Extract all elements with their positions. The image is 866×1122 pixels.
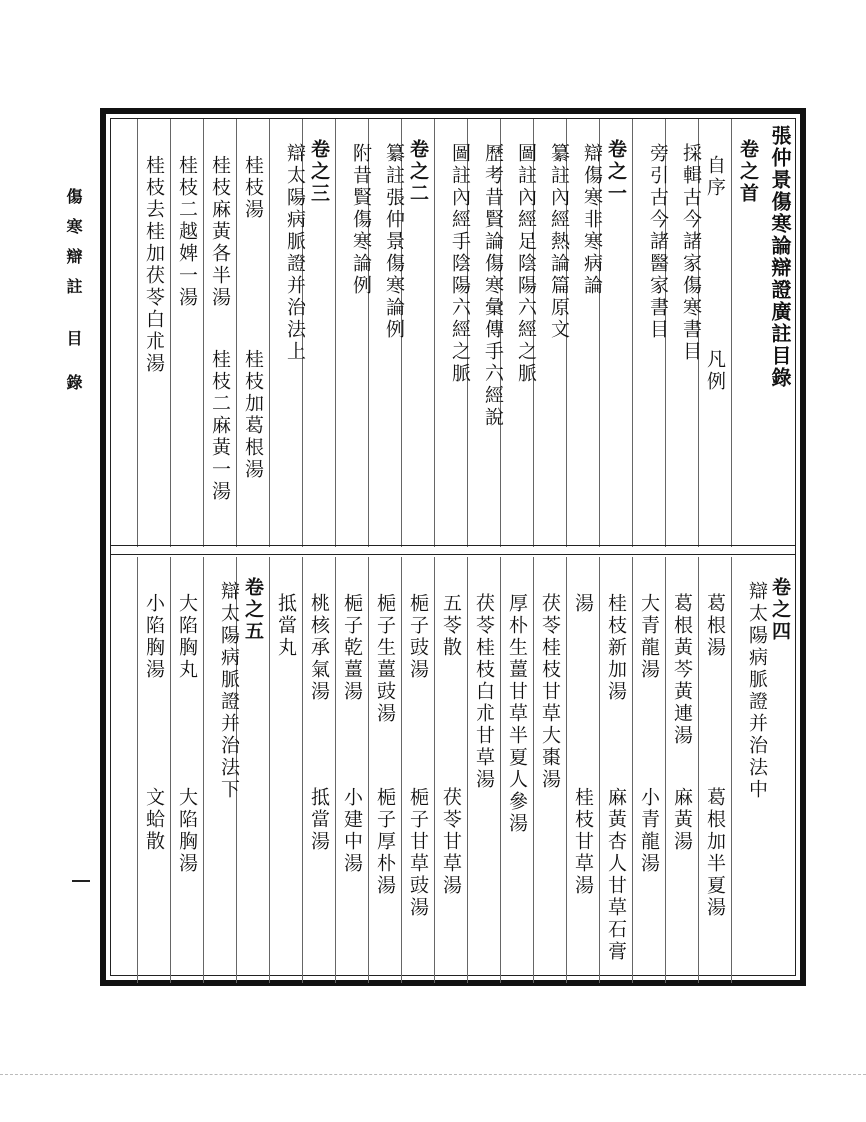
formula-entry: 梔子乾薑湯 — [341, 593, 363, 703]
toc-column — [335, 119, 372, 547]
toc-column — [764, 557, 797, 983]
volume-heading: 卷之三 — [308, 139, 330, 205]
section-entry: 纂註張仲景傷寒論例 — [383, 143, 405, 341]
formula-entry: 茯苓桂枝白朮甘草湯 — [473, 593, 495, 791]
toc-column — [335, 557, 369, 983]
volume-heading: 卷之一 — [605, 139, 627, 205]
formula-entry: 桂枝甘草湯 — [572, 787, 594, 897]
toc-column — [632, 119, 669, 547]
toc-column — [203, 557, 240, 983]
section-entry: 圖註內經足陰陽六經之脈 — [515, 143, 537, 385]
formula-entry: 麻黃杏人甘草石膏 — [605, 787, 627, 963]
formula-entry: 葛根湯 — [704, 593, 726, 659]
toc-column — [170, 557, 204, 983]
formula-entry: 桂枝二越婢一湯 — [176, 155, 198, 309]
toc-column — [731, 119, 765, 547]
toc-column — [137, 557, 171, 983]
toc-column — [302, 557, 336, 983]
formula-entry: 大青龍湯 — [638, 593, 660, 681]
volume-heading: 卷之首 — [737, 139, 759, 205]
toc-column — [434, 557, 468, 983]
upper-register — [111, 119, 795, 547]
formula-entry: 梔子甘草豉湯 — [407, 787, 429, 919]
toc-column — [533, 119, 570, 547]
toc-column — [665, 119, 702, 547]
formula-entry: 文蛤散 — [143, 787, 165, 853]
formula-entry: 梔子厚朴湯 — [374, 787, 396, 897]
formula-entry: 桂枝去桂加茯苓白朮湯 — [143, 155, 165, 375]
toc-column — [269, 557, 303, 983]
lower-register — [111, 557, 795, 983]
toc-column — [368, 557, 402, 983]
toc-main-title: 張仲景傷寒論辯證廣註目錄 — [768, 125, 792, 389]
toc-column — [401, 119, 435, 547]
toc-column — [236, 119, 270, 547]
section-entry: 纂註內經熱論篇原文 — [548, 143, 570, 341]
toc-column — [698, 119, 732, 547]
formula-entry: 小青龍湯 — [638, 787, 660, 875]
formula-entry: 大陷胸丸 — [176, 593, 198, 681]
volume-heading: 卷之五 — [242, 577, 264, 643]
inner-frame — [110, 118, 796, 976]
section-entry: 附昔賢傷寒論例 — [350, 143, 372, 297]
formula-entry: 葛根黃芩黃連湯 — [671, 593, 693, 747]
toc-column — [170, 119, 204, 547]
formula-entry: 凡例 — [704, 349, 726, 393]
formula-entry: 大陷胸湯 — [176, 787, 198, 875]
formula-entry: 桂枝麻黃各半湯 — [209, 155, 231, 309]
toc-column — [698, 557, 732, 983]
section-entry: 辯太陽病脈證并治法下 — [218, 581, 240, 801]
toc-column — [632, 557, 666, 983]
toc-column — [203, 119, 237, 547]
toc-column — [599, 119, 633, 547]
toc-column — [500, 557, 534, 983]
formula-entry: 葛根加半夏湯 — [704, 787, 726, 919]
toc-column — [533, 557, 567, 983]
section-entry: 辯太陽病脈證并治法中 — [746, 581, 768, 801]
formula-entry: 抵當湯 — [308, 787, 330, 853]
formula-entry: 五苓散 — [440, 593, 462, 659]
section-entry: 採輯古今諸家傷寒書目 — [680, 143, 702, 363]
formula-entry: 桂枝新加湯 — [605, 593, 627, 703]
formula-entry: 厚朴生薑甘草半夏人參湯 — [506, 593, 528, 835]
toc-column — [731, 557, 768, 983]
toc-column — [467, 119, 504, 547]
toc-column — [137, 119, 171, 547]
formula-entry: 小建中湯 — [341, 787, 363, 875]
toc-column — [368, 119, 405, 547]
formula-entry: 梔子豉湯 — [407, 593, 429, 681]
formula-entry: 自序 — [704, 155, 726, 199]
toc-column — [599, 557, 633, 983]
formula-entry: 湯 — [572, 593, 594, 615]
page-frame — [100, 108, 806, 986]
formula-entry: 小陷胸湯 — [143, 593, 165, 681]
section-entry: 歷考昔賢論傷寒彙傳手六經說 — [482, 143, 504, 429]
toc-column — [302, 119, 336, 547]
toc-column — [764, 119, 797, 547]
toc-column — [566, 119, 603, 547]
section-entry: 辯傷寒非寒病論 — [581, 143, 603, 297]
toc-column — [566, 557, 600, 983]
formula-entry: 梔子生薑豉湯 — [374, 593, 396, 725]
formula-entry: 抵當丸 — [275, 593, 297, 659]
register-divider — [111, 545, 795, 555]
section-entry: 圖註內經手陰陽六經之脈 — [449, 143, 471, 385]
toc-column — [434, 119, 471, 547]
volume-heading: 卷之四 — [769, 577, 791, 643]
toc-column — [500, 119, 537, 547]
formula-entry: 桃核承氣湯 — [308, 593, 330, 703]
toc-column — [236, 557, 270, 983]
section-entry: 辯太陽病脈證并治法上 — [284, 143, 306, 363]
margin-book-title: 傷寒辯註 — [64, 188, 83, 308]
toc-column — [269, 119, 306, 547]
formula-entry: 茯苓桂枝甘草大棗湯 — [539, 593, 561, 791]
margin-section-label: 目錄 — [64, 330, 83, 418]
toc-column — [665, 557, 699, 983]
formula-entry: 桂枝二麻黃一湯 — [209, 349, 231, 503]
formula-entry: 茯苓甘草湯 — [440, 787, 462, 897]
toc-column — [401, 557, 435, 983]
volume-heading: 卷之二 — [407, 139, 429, 205]
margin-rule — [72, 880, 90, 882]
section-entry: 旁引古今諸醫家書目 — [647, 143, 669, 341]
toc-column — [467, 557, 501, 983]
formula-entry: 桂枝加葛根湯 — [242, 349, 264, 481]
page-bottom-marks — [0, 1074, 866, 1077]
formula-entry: 麻黃湯 — [671, 787, 693, 853]
formula-entry: 桂枝湯 — [242, 155, 264, 221]
